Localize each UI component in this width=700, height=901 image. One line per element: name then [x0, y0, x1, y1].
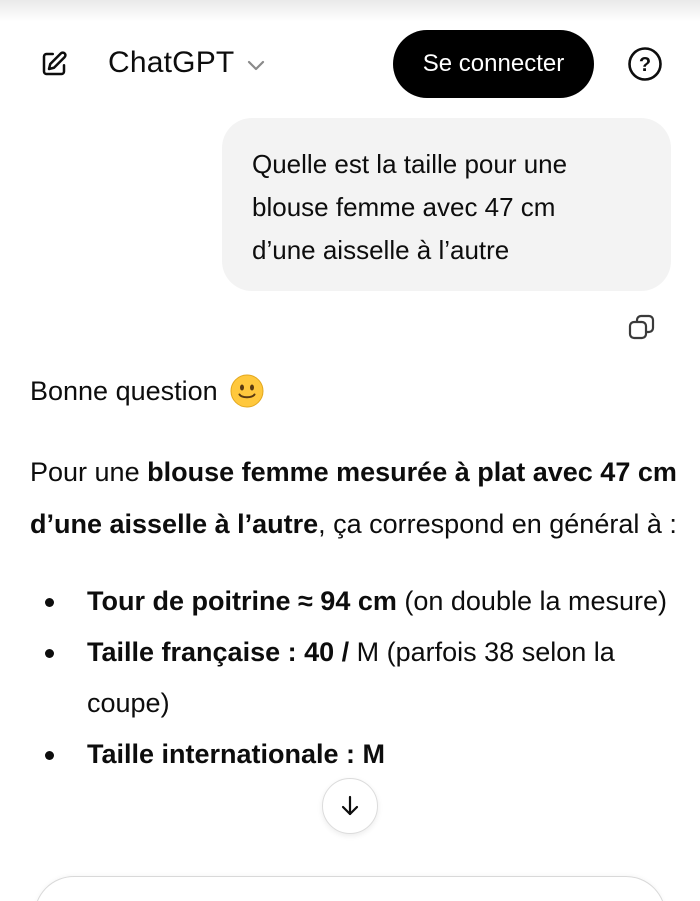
- new-chat-button[interactable]: [36, 46, 72, 82]
- login-button[interactable]: Se connecter: [393, 30, 594, 98]
- list-item: [30, 729, 680, 780]
- bullet-bold: Taille internationale : M: [87, 739, 386, 769]
- greeting-text: Bonne question: [30, 376, 218, 406]
- para-text-end: , ça correspond en général à :: [318, 509, 677, 539]
- user-message-bubble: [222, 118, 671, 291]
- user-message-line: Quelle est la taille pour une: [252, 149, 568, 179]
- bullet-text: (on double la mesure): [396, 586, 668, 616]
- status-bar-fade: [0, 0, 700, 22]
- copy-message-button[interactable]: [624, 310, 660, 346]
- copy-icon: [626, 312, 658, 344]
- assistant-message: [30, 366, 680, 780]
- svg-text:?: ?: [638, 54, 652, 76]
- user-message-line: d’une aisselle à l’autre: [252, 235, 510, 265]
- top-bar: [0, 28, 700, 100]
- para-text: Pour une: [30, 457, 148, 487]
- model-name: ChatGPT: [108, 46, 235, 79]
- edit-pencil-icon: [39, 49, 69, 79]
- question-circle-icon: [627, 46, 663, 82]
- bullet-bold: Tour de poitrine ≈ 94 cm: [87, 586, 397, 616]
- model-selector[interactable]: [108, 42, 266, 84]
- assistant-paragraph: [30, 446, 680, 550]
- size-bullet-list: [30, 576, 680, 780]
- list-item: [30, 576, 680, 627]
- assistant-greeting: [30, 366, 680, 416]
- scroll-to-bottom-button[interactable]: [322, 778, 378, 834]
- bullet-text: M (parfois 38 selon la coupe): [87, 637, 615, 718]
- chevron-down-icon: [246, 58, 266, 72]
- smiley-emoji-icon: [230, 374, 264, 408]
- message-composer[interactable]: [34, 876, 666, 901]
- list-item: [30, 627, 680, 729]
- user-message-line: blouse femme avec 47 cm: [252, 192, 556, 222]
- bullet-bold: Taille française : 40 /: [87, 637, 357, 667]
- help-button[interactable]: [627, 46, 663, 82]
- arrow-down-icon: [337, 793, 363, 819]
- para-bold-text: blouse femme mesurée à plat avec 47 cm d’une aisselle à l’autre: [30, 457, 677, 539]
